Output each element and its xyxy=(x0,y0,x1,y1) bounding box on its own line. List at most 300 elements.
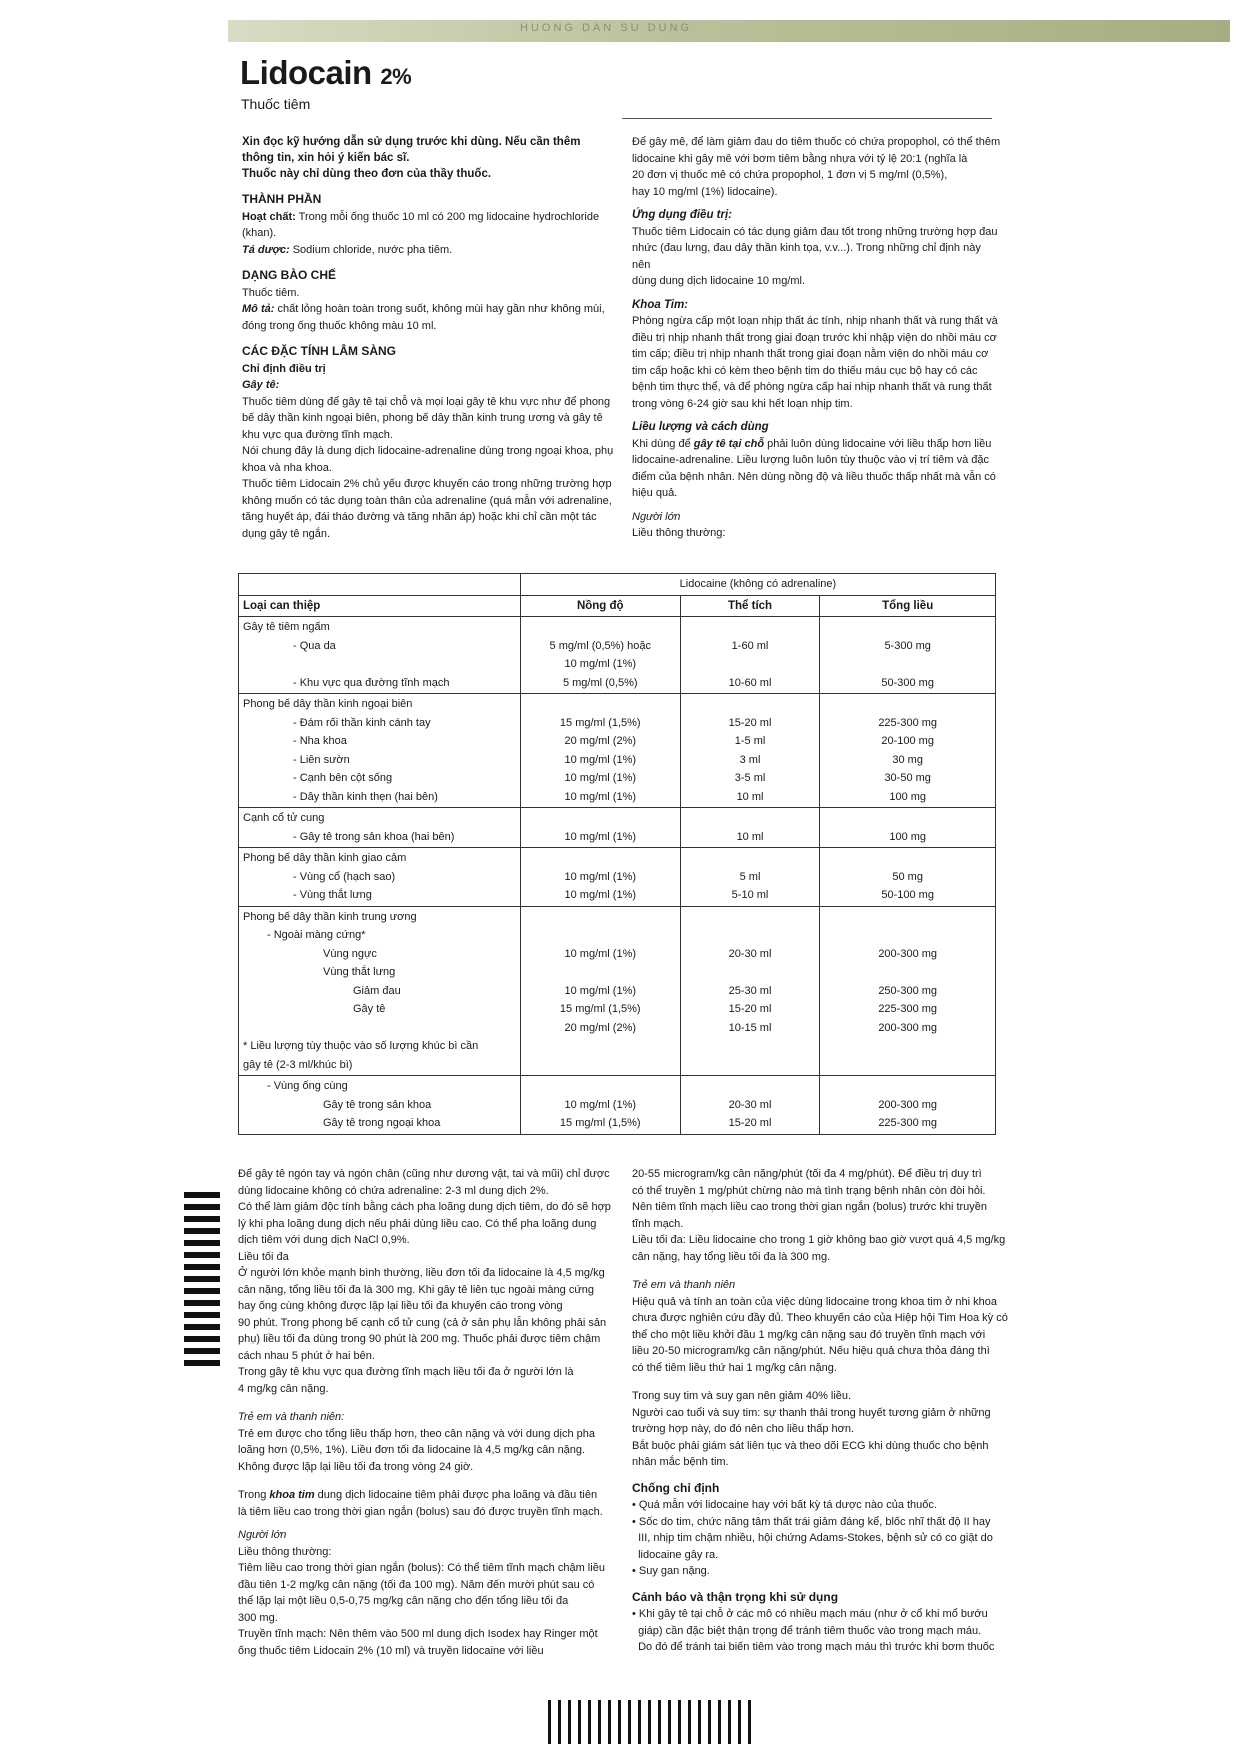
barcode-bottom xyxy=(548,1700,760,1744)
procedure-label xyxy=(243,1019,516,1038)
text-line: • Quá mẫn với lidocaine hay với bất kỳ tá dược nào của thuốc. xyxy=(632,1499,937,1511)
table-value xyxy=(685,1077,816,1096)
table-value: 225-300 mg xyxy=(878,1117,938,1129)
header-band xyxy=(228,20,1230,42)
barcode-bar xyxy=(608,1700,611,1744)
drug-strength: 2% xyxy=(380,64,412,89)
excipient-label: Tá dược: xyxy=(242,243,290,256)
volume-cell xyxy=(680,906,820,1076)
barcode-bar xyxy=(638,1700,641,1744)
text-line: tim cấp; điều trị nhịp nhanh thất trong giai đoạn nằm viện do nhồi máu cơ xyxy=(632,348,989,360)
text-line: lidocaine gây ra. xyxy=(632,1548,719,1561)
table-value: 15 mg/ml (1,5%) xyxy=(559,716,641,729)
active-label: Hoạt chất: xyxy=(242,210,296,223)
table-value: 20-100 mg xyxy=(881,735,934,747)
procedure-label: Vùng thắt lưng xyxy=(323,966,396,978)
text-line: cân nặng, hay tổng liều tối đa là 300 mg. xyxy=(632,1250,831,1263)
total-dose-cell xyxy=(820,617,996,694)
cardio-heading: Khoa Tim: xyxy=(632,298,689,311)
concentration-cell xyxy=(520,1076,680,1135)
text-line: chưa được nghiên cứu đầy đủ. Theo khuyến cáo của Hiệp hội Tim Hoa kỳ có xyxy=(632,1312,1008,1324)
clinical-heading: CÁC ĐẶC TÍNH LÂM SÀNG xyxy=(242,344,396,358)
procedure-cell xyxy=(239,1076,521,1135)
barcode-bar xyxy=(548,1700,551,1744)
text-line: phụ) liều tối đa dùng trong 90 phút là 200 mg. Thuốc phải được tiêm chậm xyxy=(238,1333,601,1345)
cardio-text xyxy=(632,313,1002,412)
procedure-label: - Qua da xyxy=(293,639,336,652)
barcode-bar xyxy=(688,1700,691,1744)
text-line: hay ống cùng không được lặp lại liều tối đa khuyến cáo trong vòng xyxy=(238,1300,563,1312)
therapy-text xyxy=(632,224,1002,290)
table-value: 10 mg/ml (1%) xyxy=(564,772,637,784)
adult-label: Người lớn xyxy=(238,1529,287,1541)
barcode-bar xyxy=(678,1700,681,1744)
barcode-bar xyxy=(628,1700,631,1744)
barcode-bar xyxy=(728,1700,731,1744)
elderly-text xyxy=(632,1388,1002,1471)
text-line: Trẻ em được cho tổng liều thấp hơn, theo cân nặng và với dung dịch pha xyxy=(238,1427,595,1440)
text-line: Không được lặp lại liều tối đa trong vòng 24 giờ. xyxy=(238,1460,474,1473)
table-value: 225-300 mg xyxy=(878,1003,938,1015)
text-line: ống thuốc tiêm Lidocain 2% (10 ml) và truyền lidocaine với liều xyxy=(238,1644,544,1657)
active-text-cont: (khan). xyxy=(242,227,277,239)
warning-list xyxy=(632,1606,1002,1656)
text-line: Để gây mê, để làm giảm đau do tiêm thuốc có chứa propophol, có thể thêm xyxy=(632,136,1001,148)
text-line: Liều thông thường: xyxy=(238,1545,332,1558)
drug-title xyxy=(240,54,411,92)
barcode-bar xyxy=(184,1324,220,1330)
table-value: 1-5 ml xyxy=(734,735,766,747)
table-value: 200-300 mg xyxy=(878,947,938,960)
text-line: Do đó để tránh tai biến tiêm vào trong mạch máu thì trước khi bơm thuốc xyxy=(632,1641,995,1653)
table-row xyxy=(239,1076,996,1135)
table-value xyxy=(824,655,991,674)
table-header-row xyxy=(239,595,996,617)
table-value xyxy=(685,618,816,637)
barcode-bar xyxy=(184,1360,220,1366)
table-value: 10-15 ml xyxy=(728,1021,772,1034)
procedure-label: Gây tê trong ngoại khoa xyxy=(323,1117,441,1129)
text-line: hiệu quả. xyxy=(632,487,678,499)
text-line: III, nhịp tim chậm nhiều, hội chứng Adams-Stokes, bệnh sử có co giật do xyxy=(632,1532,993,1544)
procedure-label: - Vùng ống cùng xyxy=(267,1080,348,1092)
table-value xyxy=(824,926,991,945)
procedure-label: Gây tê xyxy=(353,1003,386,1015)
table-value: 10 mg/ml (1%) xyxy=(564,830,637,843)
table-value: 3 ml xyxy=(739,753,761,766)
table-row xyxy=(239,617,996,694)
table-group-header: Lidocaine (không có adrenaline) xyxy=(520,574,995,596)
text-line: lidocaine-adrenaline. Liều lượng luôn luôn tùy thuộc vào vị trí tiêm và đặc xyxy=(632,454,990,466)
table-value xyxy=(685,963,816,982)
barcode-bar xyxy=(184,1192,220,1198)
table-value xyxy=(824,1077,991,1096)
text-line: dịch tiêm với dung dịch NaCl 0,9%. xyxy=(238,1234,410,1246)
text-line: liều 20-50 microgram/kg cân nặng/phút. Nếu hiệu quả chưa thỏa đáng thì xyxy=(632,1345,990,1357)
barcode-bar xyxy=(184,1288,220,1294)
form-text: Thuốc tiêm. xyxy=(242,286,300,299)
table-body xyxy=(239,617,996,1135)
text-line: dùng lidocaine không có chứa adrenaline: 2-3 ml dung dịch 2%. xyxy=(238,1184,549,1197)
text-line: trường hợp này, do đó nên cho liều thấp hơn. xyxy=(632,1423,855,1435)
table-value: 20 mg/ml (2%) xyxy=(564,735,637,747)
procedure-cell xyxy=(239,906,521,1076)
table-value: 100 mg xyxy=(889,830,927,843)
text-line: Tiêm liều cao trong thời gian ngắn (bolus): Có thể tiêm tĩnh mạch chậm liều xyxy=(238,1562,605,1574)
table-value: 250-300 mg xyxy=(878,984,938,997)
table-value xyxy=(685,1037,816,1056)
procedure-label: Gây tê trong sản khoa xyxy=(323,1098,432,1111)
text-line: Trong gây tê khu vực qua đường tĩnh mạch liều tối đa ở người lớn là xyxy=(238,1366,574,1378)
table-value xyxy=(685,695,816,714)
table-value xyxy=(525,809,676,828)
text-line: đầu tiên 1-2 mg/kg cân nặng (tối đa 100 mg). Năm đến mười phút sau có xyxy=(238,1578,595,1591)
text-span: phải luôn dùng lidocaine với liều thấp hơn liều xyxy=(764,437,992,450)
intro-line: thông tin, xin hỏi ý kiến bác sĩ. xyxy=(242,152,410,164)
text-line: Thuốc tiêm Lidocain có tác dụng giảm đau tốt trong những trường hợp đau xyxy=(632,225,998,238)
text-line: thể cho một liều khởi đầu 1 mg/kg cân nặng sau đó truyền tĩnh mạch với xyxy=(632,1328,986,1341)
table-value: 5 mg/ml (0,5%) xyxy=(562,676,638,689)
table-value: 200-300 mg xyxy=(878,1021,938,1034)
table-value: 10 ml xyxy=(736,830,764,843)
table-value xyxy=(685,809,816,828)
col-header-total-dose: Tổng liều xyxy=(820,595,996,617)
table-value xyxy=(685,926,816,945)
text-line: khu vực qua đường tĩnh mạch. xyxy=(242,428,393,441)
active-ingredient xyxy=(242,209,622,226)
barcode-bar xyxy=(184,1204,220,1210)
drug-name: Lidocain xyxy=(240,54,372,91)
text-span: Trong xyxy=(238,1489,270,1501)
text-line: cân nặng, tổng liều tối đa là 300 mg. Khi gây tê liên tục ngoài màng cứng xyxy=(238,1283,594,1296)
text-line: nhức (đau lưng, đau dây thần kinh tọa, v.v...). Trong những chỉ định này nên xyxy=(632,242,981,271)
barcode-bar xyxy=(668,1700,671,1744)
barcode-bar xyxy=(568,1700,571,1744)
right-column-bottom xyxy=(632,1166,1008,1656)
table-value: 5 ml xyxy=(739,870,761,883)
procedure-cell xyxy=(239,694,521,808)
text-line: Có thể làm giảm độc tính bằng cách pha loãng dung dịch tiêm, do đó sẽ hợp xyxy=(238,1201,611,1213)
text-line: dùng dung dịch lidocaine 10 mg/ml. xyxy=(632,275,806,287)
concentration-cell xyxy=(520,906,680,1076)
text-line: không muốn có tác dụng toàn thân của adrenaline (quá mẫn với adrenaline, xyxy=(242,494,612,507)
procedure-label: Vùng ngực xyxy=(323,947,377,960)
table-corner-cell xyxy=(239,574,521,596)
text-line: Liều tối đa xyxy=(238,1250,289,1263)
table-value: 225-300 mg xyxy=(878,716,938,729)
table-value xyxy=(824,618,991,637)
active-text: Trong mỗi ống thuốc 10 ml có 200 mg lidocaine hydrochloride xyxy=(298,210,600,223)
barcode-bar xyxy=(748,1700,751,1744)
text-line: Hiệu quả và tính an toàn của việc dùng lidocaine trong khoa tim ở nhi khoa xyxy=(632,1295,997,1308)
text-line: lý khi pha loãng dung dịch nếu phải dùng liều cao. Có thể pha loãng dung xyxy=(238,1217,597,1230)
text-line: là tiêm liều cao trong thời gian ngắn (bolus) sau đó được truyền tĩnh mạch. xyxy=(238,1505,603,1518)
table-value: 100 mg xyxy=(889,790,927,803)
text-line: • Sốc do tim, chức năng tâm thất trái giảm đáng kể, blốc nhĩ thất độ II hay xyxy=(632,1515,991,1528)
contraindication-heading: Chống chỉ định xyxy=(632,1480,720,1495)
text-line: tim cấp hoặc khi có kèm theo bệnh tim do thiếu máu cục bộ hay có các xyxy=(632,364,978,377)
text-line: điều trị nhịp nhanh thất trong giai đoạn trước khi nhập viện do nhồi máu cơ xyxy=(632,331,997,344)
barcode-bar xyxy=(184,1348,220,1354)
excipient-text: Sodium chloride, nước pha tiêm. xyxy=(292,243,453,256)
table-group-header-row xyxy=(239,574,996,596)
text-line: khoa và nha khoa. xyxy=(242,461,332,474)
right-column-top xyxy=(632,134,1002,542)
composition-heading: THÀNH PHẦN xyxy=(242,192,322,206)
dosage-table xyxy=(238,573,996,1135)
text-line: có thể truyền 1 mg/phút chừng nào mà tình trạng bệnh nhân còn đòi hỏi. xyxy=(632,1184,986,1197)
concentration-cell xyxy=(520,617,680,694)
text-line: 90 phút. Trong phong bế cạnh cổ tử cung (cả ở sản phụ lẫn không phải sản xyxy=(238,1316,607,1329)
table-value xyxy=(824,908,991,927)
barcode-bar xyxy=(184,1252,220,1258)
table-value xyxy=(824,963,991,982)
text-line: nhân mắc bệnh tim. xyxy=(632,1456,729,1468)
table-value: 10 mg/ml (1%) xyxy=(564,753,637,766)
col-header-volume: Thể tích xyxy=(680,595,820,617)
table-value: 10 ml xyxy=(736,790,764,803)
infusion-text xyxy=(632,1166,1006,1265)
procedure-label: - Ngoài màng cứng* xyxy=(267,929,366,941)
table-value: 10 mg/ml (1%) xyxy=(564,658,637,670)
col-header-procedure: Loại can thiệp xyxy=(239,595,521,617)
text-line: Để gây tê ngón tay và ngón chân (cũng như dương vật, tai và mũi) chỉ được xyxy=(238,1168,610,1180)
volume-cell xyxy=(680,1076,820,1135)
table-value: 15-20 ml xyxy=(728,1003,772,1015)
table-row xyxy=(239,694,996,808)
barcode-bar xyxy=(184,1300,220,1306)
text-line: trong vòng 6-24 giờ sau khi hết loạn nhịp tim. xyxy=(632,397,853,410)
barcode-bar xyxy=(708,1700,711,1744)
volume-cell xyxy=(680,694,820,808)
text-line: Người cao tuổi và suy tim: sự thanh thải trong huyết tương giảm ở những xyxy=(632,1406,991,1419)
barcode-bar xyxy=(184,1240,220,1246)
drug-subtitle: Thuốc tiêm xyxy=(241,96,311,112)
text-line: Nói chung đây là dung dịch lidocaine-adrenaline dùng trong ngoại khoa, phụ xyxy=(242,445,614,457)
dosage-first-line xyxy=(632,436,1002,453)
text-line: tĩnh mạch. xyxy=(632,1217,684,1230)
barcode-bar xyxy=(558,1700,561,1744)
table-value xyxy=(525,926,676,945)
table-value: 200-300 mg xyxy=(878,1098,938,1111)
children-cardio-text xyxy=(632,1294,1008,1377)
table-value: 50 mg xyxy=(892,870,923,883)
table-value: 10-60 ml xyxy=(728,676,772,689)
procedure-label: * Liều lượng tùy thuộc vào số lượng khúc bì cần xyxy=(243,1040,479,1052)
desc-text: chất lỏng hoàn toàn trong suốt, không mùi hay gần như không mùi, xyxy=(277,303,605,315)
barcode-bar xyxy=(184,1264,220,1270)
text-line: hay 10 mg/ml (1%) lidocaine). xyxy=(632,185,778,198)
total-dose-cell xyxy=(820,1076,996,1135)
text-line: Thuốc tiêm dùng để gây tê tại chỗ và mọi loại gây tê khu vực như để phong xyxy=(242,395,611,408)
text-line: • Khi gây tê tại chỗ ở các mô có nhiều mạch máu (như ở cổ khi mổ bướu xyxy=(632,1608,988,1620)
usual-dose-label: Liều thông thường: xyxy=(632,527,726,539)
text-line: Truyền tĩnh mạch: Nên thêm vào 500 ml dung dịch Isodex hay Ringer một xyxy=(238,1628,598,1640)
table-value xyxy=(824,1037,991,1056)
table-value xyxy=(525,1056,676,1075)
adult-label: Người lớn xyxy=(632,510,681,523)
table-value: 10 mg/ml (1%) xyxy=(564,947,637,960)
text-line: bế dây thần kinh ngoại biên, phong bế dây thần kinh trung ương và gây tê xyxy=(242,412,603,424)
table-value: 3-5 ml xyxy=(734,772,766,784)
text-line: 20-55 microgram/kg cân nặng/phút (tối đa 4 mg/phút). Để điều trị duy trì xyxy=(632,1168,982,1180)
procedure-label: - Nha khoa xyxy=(293,735,347,747)
barcode-left xyxy=(184,1192,220,1372)
text-line: Phòng ngừa cấp một loạn nhịp thất ác tính, nhịp nhanh thất và rung thất và xyxy=(632,315,998,327)
procedure-label: - Vùng cổ (hạch sao) xyxy=(293,870,396,883)
table-value xyxy=(525,695,676,714)
table-value: 15 mg/ml (1,5%) xyxy=(559,1117,641,1129)
total-dose-cell xyxy=(820,848,996,907)
text-line: tăng huyết áp, đái tháo đường và tăng nhãn áp) hoặc khi chỉ cần một tác xyxy=(242,511,597,523)
text-line: giáp) cần đặc biệt thận trọng để tránh tiêm thuốc vào trong mạch máu. xyxy=(632,1624,982,1637)
table-value: 30-50 mg xyxy=(884,772,931,784)
table-value: 25-30 ml xyxy=(728,984,772,997)
table-row xyxy=(239,848,996,907)
procedure-label: - Dây thần kinh thẹn (hai bên) xyxy=(293,790,438,803)
text-line: Ở người lớn khỏe mạnh bình thường, liều đơn tối đa lidocaine là 4,5 mg/kg xyxy=(238,1267,605,1279)
text-line: 300 mg. xyxy=(238,1611,278,1624)
cardio-dilution-line xyxy=(238,1487,618,1504)
table-value: 5-300 mg xyxy=(884,639,931,652)
concentration-cell xyxy=(520,848,680,907)
adult-dosing-text xyxy=(238,1544,618,1660)
text-line: bệnh tim thực thể, và để phòng ngừa cấp hai nhịp nhanh thất và rung thất xyxy=(632,381,992,393)
barcode-bar xyxy=(648,1700,651,1744)
dosage-heading: Liều lượng và cách dùng xyxy=(632,421,769,433)
children-label: Trẻ em và thanh niên: xyxy=(238,1411,345,1423)
procedure-label: - Khu vực qua đường tĩnh mạch xyxy=(293,676,450,689)
table-value: 20 mg/ml (2%) xyxy=(564,1021,637,1034)
text-line: lidocaine khi gây mê với bơm tiêm bằng nhựa với tỷ lệ 20:1 (nghĩa là xyxy=(632,152,968,165)
barcode-bar xyxy=(598,1700,601,1744)
procedure-label: Giảm đau xyxy=(353,984,401,997)
table-value xyxy=(824,1056,991,1075)
table-value xyxy=(824,695,991,714)
procedure-label: Phong bế dây thần kinh giao cảm xyxy=(243,852,407,864)
procedure-label xyxy=(243,655,516,674)
desc-label: Mô tả: xyxy=(242,303,275,315)
total-dose-cell xyxy=(820,694,996,808)
procedure-cell xyxy=(239,808,521,848)
table-value: 5 mg/ml (0,5%) hoặc xyxy=(549,639,651,652)
barcode-bar xyxy=(184,1312,220,1318)
procedure-label: - Vùng thắt lưng xyxy=(293,889,372,901)
concentration-cell xyxy=(520,694,680,808)
text-line: Trong suy tim và suy gan nên giảm 40% liều. xyxy=(632,1390,852,1402)
barcode-bar xyxy=(184,1276,220,1282)
children-label: Trẻ em và thanh niên xyxy=(632,1279,736,1291)
barcode-bar xyxy=(738,1700,741,1744)
col-header-concentration: Nồng độ xyxy=(520,595,680,617)
intro-line: Thuốc này chỉ dùng theo đơn của thầy thuốc. xyxy=(242,168,492,180)
total-dose-cell xyxy=(820,906,996,1076)
procedure-label: - Đám rối thần kinh cánh tay xyxy=(293,716,431,729)
table-row xyxy=(239,906,996,1076)
total-dose-cell xyxy=(820,808,996,848)
table-value xyxy=(824,849,991,868)
text-line: Thuốc tiêm Lidocain 2% chủ yếu được khuyến cáo trong những trường hợp xyxy=(242,478,612,490)
left-column-bottom xyxy=(238,1166,618,1659)
anesthesia-heading: Gây tê: xyxy=(242,379,280,391)
procedure-cell xyxy=(239,617,521,694)
procedure-label: Gây tê tiêm ngấm xyxy=(243,621,330,633)
excipient xyxy=(242,242,622,259)
text-span: Khi dùng để xyxy=(632,437,694,450)
volume-cell xyxy=(680,808,820,848)
text-span-emph: gây tê tại chỗ xyxy=(693,437,765,450)
procedure-label: - Liên sườn xyxy=(293,753,350,766)
table-value: 15-20 ml xyxy=(728,716,772,729)
table-row xyxy=(239,808,996,848)
barcode-bar xyxy=(184,1336,220,1342)
table-value: 10 mg/ml (1%) xyxy=(564,1098,637,1111)
table-value xyxy=(525,1077,676,1096)
table-value: 15-20 ml xyxy=(728,1117,772,1129)
text-line: thể lặp lại một liều 0,5-0,75 mg/kg cân nặng cho đến tổng liều tối đa xyxy=(238,1595,569,1607)
barcode-bar xyxy=(718,1700,721,1744)
table-value xyxy=(525,849,676,868)
procedure-label: Phong bế dây thần kinh ngoại biên xyxy=(243,698,413,710)
table-value: 30 mg xyxy=(892,753,923,766)
indication-heading: Chỉ định điều trị xyxy=(242,362,326,375)
description xyxy=(242,301,622,318)
procedure-cell xyxy=(239,848,521,907)
text-span: dung dịch lidocaine tiêm phải được pha loãng và đầu tiên xyxy=(314,1489,598,1501)
table-value xyxy=(685,849,816,868)
procedure-label: Cạnh cổ tử cung xyxy=(243,812,325,824)
text-line: có thể tiêm liều thứ hai 1 mg/kg cân nặng. xyxy=(632,1361,837,1374)
title-divider xyxy=(622,118,992,119)
anesthesia-text xyxy=(242,394,622,543)
barcode-bar xyxy=(658,1700,661,1744)
barcode-bar xyxy=(698,1700,701,1744)
table-value: 15 mg/ml (1,5%) xyxy=(559,1003,641,1015)
table-value: 10 mg/ml (1%) xyxy=(564,984,637,997)
volume-cell xyxy=(680,848,820,907)
table-value: 1-60 ml xyxy=(731,639,769,652)
header-band-text: HUONG DAN SU DUNG xyxy=(520,22,693,34)
table-value xyxy=(525,908,676,927)
table-value xyxy=(685,655,816,674)
intro-line: Xin đọc kỹ hướng dẫn sử dụng trước khi dùng. Nếu cần thêm xyxy=(242,136,581,148)
text-span-emph: khoa tim xyxy=(269,1489,315,1501)
procedure-label: - Gây tê trong sản khoa (hai bên) xyxy=(293,830,455,843)
table-value: 50-300 mg xyxy=(881,676,934,689)
procedure-label: - Cạnh bên cột sống xyxy=(293,772,393,784)
therapy-heading: Ứng dụng điều trị: xyxy=(632,209,733,221)
desc-text-cont: đóng trong ống thuốc không màu 10 ml. xyxy=(242,319,437,332)
contraindication-list xyxy=(632,1497,1002,1580)
text-line: 20 đơn vị thuốc mê có chứa propophol, 1 đơn vị 5 mg/ml (0,5%), xyxy=(632,169,948,181)
procedure-label: gây tê (2-3 ml/khúc bì) xyxy=(243,1058,353,1071)
barcode-bar xyxy=(618,1700,621,1744)
table-value xyxy=(824,809,991,828)
volume-cell xyxy=(680,617,820,694)
text-line: • Suy gan nặng. xyxy=(632,1565,710,1577)
table-value: 10 mg/ml (1%) xyxy=(564,889,637,901)
table-value xyxy=(685,908,816,927)
warning-heading: Cảnh báo và thận trọng khi sử dụng xyxy=(632,1589,839,1604)
intro-notice xyxy=(242,134,622,182)
procedure-label: Phong bế dây thần kinh trung ương xyxy=(243,910,417,923)
text-line: Bắt buộc phải giám sát liên tục và theo dõi ECG khi dùng thuốc cho bệnh xyxy=(632,1439,989,1452)
text-line: cách nhau 5 phút ở hai bên. xyxy=(238,1349,375,1362)
text-line: loãng hơn (0,5%, 1%). Liều đơn tối đa lidocaine là 4,5 mg/kg cân nặng. xyxy=(238,1444,586,1456)
form-heading: DẠNG BÀO CHẾ xyxy=(242,268,337,282)
table-value: 10 mg/ml (1%) xyxy=(564,870,637,883)
text-line: dụng gây tê ngắn. xyxy=(242,527,331,540)
